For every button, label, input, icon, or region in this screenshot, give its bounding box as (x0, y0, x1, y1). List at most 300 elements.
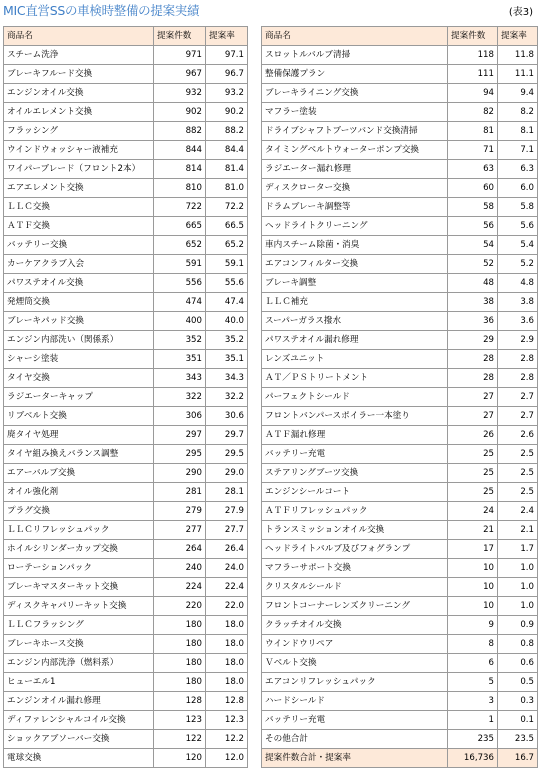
cell-proposal-count: 180 (154, 654, 206, 673)
table-row (4, 312, 248, 331)
table-row (262, 369, 538, 388)
cell-proposal-rate: 4.8 (498, 274, 538, 293)
cell-proposal-rate: 84.4 (206, 141, 248, 160)
cell-product-name: ヒューエル1 (4, 673, 154, 692)
table-row (262, 521, 538, 540)
table-row (4, 749, 248, 768)
table-row (4, 426, 248, 445)
table-row (262, 46, 538, 65)
cell-product-name: エアーバルブ交換 (4, 464, 154, 483)
cell-proposal-rate: 32.2 (206, 388, 248, 407)
cell-proposal-count: 28 (448, 369, 498, 388)
cell-proposal-rate: 2.8 (498, 350, 538, 369)
cell-product-name: ＡＴＦリフレッシュパック (262, 502, 448, 521)
cell-proposal-rate: 0.9 (498, 616, 538, 635)
cell-proposal-rate: 93.2 (206, 84, 248, 103)
cell-product-name: その他合計 (262, 730, 448, 749)
cell-proposal-rate: 24.0 (206, 559, 248, 578)
cell-proposal-count: 722 (154, 198, 206, 217)
cell-proposal-rate: 96.7 (206, 65, 248, 84)
cell-proposal-rate: 12.3 (206, 711, 248, 730)
cell-proposal-count: 24 (448, 502, 498, 521)
table-row (262, 673, 538, 692)
table-row (262, 236, 538, 255)
cell-proposal-rate: 12.2 (206, 730, 248, 749)
table-row (4, 445, 248, 464)
cell-product-name: スチーム洗浄 (4, 46, 154, 65)
cell-product-name: バッテリー充電 (262, 445, 448, 464)
cell-product-name: ブレーキライニング交換 (262, 84, 448, 103)
cell-product-name: ＬＬＣ交換 (4, 198, 154, 217)
cell-proposal-rate: 5.4 (498, 236, 538, 255)
table-row (4, 692, 248, 711)
cell-proposal-count: 9 (448, 616, 498, 635)
cell-product-name: ラジエーター漏れ修理 (262, 160, 448, 179)
cell-product-name: パワステオイル交換 (4, 274, 154, 293)
cell-proposal-rate: 5.2 (498, 255, 538, 274)
table-row (4, 559, 248, 578)
table-row (4, 236, 248, 255)
cell-product-name: 車内スチーム除菌・消臭 (262, 236, 448, 255)
cell-proposal-rate: 2.5 (498, 464, 538, 483)
cell-product-name: シャーシ塗装 (4, 350, 154, 369)
cell-proposal-count: 652 (154, 236, 206, 255)
cell-product-name: ブレーキマスターキット交換 (4, 578, 154, 597)
cell-proposal-rate: 65.2 (206, 236, 248, 255)
cell-product-name: トランスミッションオイル交換 (262, 521, 448, 540)
cell-proposal-count: 52 (448, 255, 498, 274)
table-row (262, 293, 538, 312)
cell-product-name: ブレーキフルード交換 (4, 65, 154, 84)
cell-proposal-count: 224 (154, 578, 206, 597)
header-count: 提案件数 (448, 27, 498, 46)
cell-product-name: ワイパーブレード（フロント2本） (4, 160, 154, 179)
cell-proposal-count: 180 (154, 673, 206, 692)
cell-proposal-count: 71 (448, 141, 498, 160)
cell-proposal-rate: 1.0 (498, 597, 538, 616)
table-row (262, 179, 538, 198)
cell-product-name: オイル強化剤 (4, 483, 154, 502)
cell-proposal-rate: 23.5 (498, 730, 538, 749)
cell-product-name: リブベルト交換 (4, 407, 154, 426)
table-row (262, 84, 538, 103)
cell-proposal-count: 1 (448, 711, 498, 730)
cell-proposal-rate: 72.2 (206, 198, 248, 217)
cell-proposal-count: 814 (154, 160, 206, 179)
table-row (4, 635, 248, 654)
cell-proposal-rate: 7.1 (498, 141, 538, 160)
table-row (4, 711, 248, 730)
table-row (4, 65, 248, 84)
cell-proposal-rate: 2.5 (498, 483, 538, 502)
cell-proposal-count: 306 (154, 407, 206, 426)
table-row (4, 388, 248, 407)
cell-product-name: フラッシング (4, 122, 154, 141)
cell-product-name: ディスクキャパリーキット交換 (4, 597, 154, 616)
cell-proposal-rate: 18.0 (206, 635, 248, 654)
cell-proposal-rate: 2.1 (498, 521, 538, 540)
cell-proposal-count: 295 (154, 445, 206, 464)
cell-product-name: エアエレメント交換 (4, 179, 154, 198)
cell-proposal-count: 6 (448, 654, 498, 673)
cell-proposal-count: 10 (448, 559, 498, 578)
table-row (4, 350, 248, 369)
table-row (262, 388, 538, 407)
header-name: 商品名 (262, 27, 448, 46)
cell-product-name: ディファレンシャルコイル交換 (4, 711, 154, 730)
cell-proposal-rate: 11.1 (498, 65, 538, 84)
cell-proposal-count: 82 (448, 103, 498, 122)
cell-product-name: カーケアクラブ入会 (4, 255, 154, 274)
cell-proposal-rate: 2.4 (498, 502, 538, 521)
table-row (262, 65, 538, 84)
table-row (4, 198, 248, 217)
table-row (262, 198, 538, 217)
cell-proposal-count: 36 (448, 312, 498, 331)
table-row (4, 179, 248, 198)
table-row (4, 540, 248, 559)
cell-proposal-rate: 81.0 (206, 179, 248, 198)
cell-proposal-rate: 5.6 (498, 217, 538, 236)
cell-proposal-rate: 28.1 (206, 483, 248, 502)
cell-product-name: タイヤ交換 (4, 369, 154, 388)
cell-product-name: ドライブシャフトブーツバンド交換清掃 (262, 122, 448, 141)
cell-product-name: ＡＴＦ漏れ修理 (262, 426, 448, 445)
cell-proposal-count: 277 (154, 521, 206, 540)
cell-proposal-count: 122 (154, 730, 206, 749)
cell-proposal-rate: 16.7 (498, 749, 538, 768)
cell-proposal-rate: 88.2 (206, 122, 248, 141)
cell-proposal-rate: 35.2 (206, 331, 248, 350)
cell-proposal-count: 882 (154, 122, 206, 141)
table-row (4, 521, 248, 540)
table-row (4, 217, 248, 236)
cell-product-name: ハードシールド (262, 692, 448, 711)
cell-proposal-rate: 90.2 (206, 103, 248, 122)
table-row (262, 711, 538, 730)
cell-proposal-count: 902 (154, 103, 206, 122)
cell-proposal-count: 21 (448, 521, 498, 540)
table-row (4, 274, 248, 293)
cell-proposal-rate: 66.5 (206, 217, 248, 236)
table-row (262, 616, 538, 635)
header-name: 商品名 (4, 27, 154, 46)
cell-proposal-count: 180 (154, 616, 206, 635)
cell-product-name: ローテーションパック (4, 559, 154, 578)
cell-proposal-rate: 47.4 (206, 293, 248, 312)
cell-proposal-count: 264 (154, 540, 206, 559)
cell-proposal-rate: 8.1 (498, 122, 538, 141)
cell-proposal-rate: 1.7 (498, 540, 538, 559)
cell-product-name: ドラムブレーキ調整等 (262, 198, 448, 217)
cell-proposal-rate: 29.5 (206, 445, 248, 464)
cell-proposal-count: 400 (154, 312, 206, 331)
table-row (262, 274, 538, 293)
table-row (4, 502, 248, 521)
cell-proposal-count: 54 (448, 236, 498, 255)
table-row (262, 597, 538, 616)
cell-proposal-rate: 29.0 (206, 464, 248, 483)
cell-product-name: タイミングベルトウォーターポンプ交換 (262, 141, 448, 160)
table-row (262, 407, 538, 426)
cell-product-name: バッテリー充電 (262, 711, 448, 730)
cell-proposal-rate: 34.3 (206, 369, 248, 388)
cell-proposal-count: 967 (154, 65, 206, 84)
table-row (4, 730, 248, 749)
cell-proposal-count: 343 (154, 369, 206, 388)
cell-proposal-rate: 6.0 (498, 179, 538, 198)
cell-product-name: パワステオイル漏れ修理 (262, 331, 448, 350)
cell-proposal-rate: 0.6 (498, 654, 538, 673)
cell-product-name: プラグ交換 (4, 502, 154, 521)
table-number: (表3) (508, 7, 533, 18)
left-table (3, 26, 248, 768)
cell-proposal-count: 25 (448, 445, 498, 464)
cell-product-name: タイヤ組み換えバランス調整 (4, 445, 154, 464)
cell-proposal-rate: 2.6 (498, 426, 538, 445)
cell-proposal-count: 235 (448, 730, 498, 749)
table-row (262, 559, 538, 578)
cell-proposal-rate: 0.8 (498, 635, 538, 654)
right-table (261, 26, 538, 768)
table-row (4, 103, 248, 122)
cell-proposal-count: 60 (448, 179, 498, 198)
cell-proposal-count: 28 (448, 350, 498, 369)
cell-proposal-rate: 0.3 (498, 692, 538, 711)
cell-proposal-rate: 40.0 (206, 312, 248, 331)
cell-proposal-count: 351 (154, 350, 206, 369)
cell-proposal-count: 17 (448, 540, 498, 559)
cell-product-name: ＬＬＣ補充 (262, 293, 448, 312)
cell-proposal-count: 27 (448, 407, 498, 426)
cell-proposal-count: 123 (154, 711, 206, 730)
cell-proposal-rate: 27.9 (206, 502, 248, 521)
cell-product-name: エンジンシールコート (262, 483, 448, 502)
cell-product-name: フロントコーナーレンズクリーニング (262, 597, 448, 616)
cell-proposal-rate: 22.0 (206, 597, 248, 616)
cell-product-name: ブレーキパッド交換 (4, 312, 154, 331)
cell-proposal-count: 56 (448, 217, 498, 236)
cell-proposal-rate: 29.7 (206, 426, 248, 445)
cell-product-name: 整備保護プラン (262, 65, 448, 84)
cell-proposal-rate: 3.6 (498, 312, 538, 331)
table-row (4, 597, 248, 616)
cell-proposal-count: 94 (448, 84, 498, 103)
table-row (4, 160, 248, 179)
cell-product-name: エンジン内部洗浄（燃料系） (4, 654, 154, 673)
cell-proposal-count: 128 (154, 692, 206, 711)
cell-proposal-rate: 55.6 (206, 274, 248, 293)
table-row (4, 46, 248, 65)
table-row (262, 635, 538, 654)
cell-product-name: ウインドウリペア (262, 635, 448, 654)
table-row (4, 654, 248, 673)
cell-proposal-count: 297 (154, 426, 206, 445)
cell-proposal-count: 26 (448, 426, 498, 445)
cell-product-name: ラジエーターキャップ (4, 388, 154, 407)
table-row (262, 445, 538, 464)
cell-proposal-rate: 0.5 (498, 673, 538, 692)
cell-proposal-count: 118 (448, 46, 498, 65)
table-row (262, 331, 538, 350)
cell-product-name: ウインドウォッシャー液補充 (4, 141, 154, 160)
table-row (4, 483, 248, 502)
cell-product-name: マフラー塗装 (262, 103, 448, 122)
cell-proposal-rate: 97.1 (206, 46, 248, 65)
cell-product-name: エアコンフィルター交換 (262, 255, 448, 274)
cell-proposal-count: 844 (154, 141, 206, 160)
cell-proposal-count: 971 (154, 46, 206, 65)
table-row (262, 217, 538, 236)
table-row (262, 654, 538, 673)
cell-product-name: ショックアブソーバー交換 (4, 730, 154, 749)
cell-product-name: エアコンリフレッシュパック (262, 673, 448, 692)
cell-proposal-rate: 18.0 (206, 673, 248, 692)
cell-proposal-count: 48 (448, 274, 498, 293)
table-row (262, 578, 538, 597)
table-row (4, 141, 248, 160)
cell-product-name: Ｖベルト交換 (262, 654, 448, 673)
cell-proposal-count: 240 (154, 559, 206, 578)
cell-proposal-rate: 2.5 (498, 445, 538, 464)
page-title: MIC直営SSの車検時整備の提案実績 (3, 3, 200, 18)
cell-product-name: ＡＴ／ＰＳトリートメント (262, 369, 448, 388)
table-row (4, 407, 248, 426)
cell-proposal-count: 25 (448, 464, 498, 483)
cell-proposal-rate: 6.3 (498, 160, 538, 179)
cell-product-name: エンジン内部洗い（関係系） (4, 331, 154, 350)
cell-proposal-rate: 18.0 (206, 654, 248, 673)
table-row (262, 122, 538, 141)
cell-proposal-rate: 2.9 (498, 331, 538, 350)
cell-proposal-count: 591 (154, 255, 206, 274)
cell-proposal-rate: 26.4 (206, 540, 248, 559)
table-row (4, 255, 248, 274)
cell-proposal-rate: 2.8 (498, 369, 538, 388)
table-row (262, 312, 538, 331)
cell-product-name: ヘッドライトバルブ及びフォグランプ (262, 540, 448, 559)
cell-proposal-rate: 5.8 (498, 198, 538, 217)
cell-proposal-count: 665 (154, 217, 206, 236)
cell-proposal-count: 10 (448, 578, 498, 597)
table-row (4, 293, 248, 312)
cell-proposal-rate: 9.4 (498, 84, 538, 103)
table-row (262, 160, 538, 179)
cell-product-name: ＬＬＣフラッシング (4, 616, 154, 635)
cell-proposal-rate: 81.4 (206, 160, 248, 179)
cell-proposal-rate: 35.1 (206, 350, 248, 369)
cell-proposal-rate: 18.0 (206, 616, 248, 635)
cell-proposal-count: 63 (448, 160, 498, 179)
cell-proposal-count: 180 (154, 635, 206, 654)
cell-product-name: ホイルシリンダーカップ交換 (4, 540, 154, 559)
table-row (4, 578, 248, 597)
cell-proposal-count: 38 (448, 293, 498, 312)
table-row (4, 84, 248, 103)
cell-proposal-count: 120 (154, 749, 206, 768)
cell-proposal-count: 10 (448, 597, 498, 616)
cell-proposal-rate: 12.0 (206, 749, 248, 768)
cell-proposal-rate: 2.7 (498, 407, 538, 426)
header-row (262, 27, 538, 46)
cell-proposal-rate: 59.1 (206, 255, 248, 274)
header-count: 提案件数 (154, 27, 206, 46)
cell-proposal-rate: 22.4 (206, 578, 248, 597)
table-row (262, 730, 538, 749)
table-row (4, 331, 248, 350)
table-row (262, 255, 538, 274)
cell-product-name: スーパーガラス撥水 (262, 312, 448, 331)
cell-product-name: オイルエレメント交換 (4, 103, 154, 122)
cell-product-name: パーフェクトシールド (262, 388, 448, 407)
cell-product-name: クラッチオイル交換 (262, 616, 448, 635)
cell-product-name: ディスクローター交換 (262, 179, 448, 198)
cell-product-name: ヘッドライトクリーニング (262, 217, 448, 236)
cell-proposal-count: 29 (448, 331, 498, 350)
cell-proposal-count: 27 (448, 388, 498, 407)
cell-proposal-count: 556 (154, 274, 206, 293)
cell-product-name: エンジンオイル漏れ修理 (4, 692, 154, 711)
cell-proposal-rate: 12.8 (206, 692, 248, 711)
table-row (4, 464, 248, 483)
cell-product-name: 電球交換 (4, 749, 154, 768)
table-row (262, 540, 538, 559)
cell-proposal-count: 58 (448, 198, 498, 217)
cell-proposal-count: 810 (154, 179, 206, 198)
cell-product-name: ステアリングブーツ交換 (262, 464, 448, 483)
cell-proposal-count: 25 (448, 483, 498, 502)
cell-product-name: フロントバンパースポイラー一本塗り (262, 407, 448, 426)
table-row (262, 692, 538, 711)
cell-product-name: マフラーサポート交換 (262, 559, 448, 578)
table-row (262, 350, 538, 369)
cell-product-name: スロットルバルブ清掃 (262, 46, 448, 65)
cell-proposal-count: 352 (154, 331, 206, 350)
cell-proposal-count: 932 (154, 84, 206, 103)
table-row (262, 103, 538, 122)
table-row (262, 464, 538, 483)
table-row (262, 749, 538, 768)
table-row (4, 122, 248, 141)
cell-proposal-count: 220 (154, 597, 206, 616)
table-row (262, 141, 538, 160)
header-rate: 提案率 (206, 27, 248, 46)
cell-proposal-rate: 3.8 (498, 293, 538, 312)
table-row (262, 483, 538, 502)
table-row (4, 616, 248, 635)
cell-product-name: ＬＬＣリフレッシュパック (4, 521, 154, 540)
cell-product-name: バッテリー交換 (4, 236, 154, 255)
cell-proposal-rate: 1.0 (498, 578, 538, 597)
header-row (4, 27, 248, 46)
header-rate: 提案率 (498, 27, 538, 46)
cell-product-name: エンジンオイル交換 (4, 84, 154, 103)
cell-proposal-count: 16,736 (448, 749, 498, 768)
cell-proposal-rate: 30.6 (206, 407, 248, 426)
cell-product-name: 廃タイヤ処理 (4, 426, 154, 445)
cell-proposal-count: 474 (154, 293, 206, 312)
cell-proposal-rate: 0.1 (498, 711, 538, 730)
table-row (4, 369, 248, 388)
cell-proposal-count: 5 (448, 673, 498, 692)
table-row (4, 673, 248, 692)
cell-product-name: 提案件数合計・提案率 (262, 749, 448, 768)
cell-product-name: レンズユニット (262, 350, 448, 369)
cell-proposal-rate: 1.0 (498, 559, 538, 578)
cell-product-name: ブレーキホース交換 (4, 635, 154, 654)
cell-proposal-count: 279 (154, 502, 206, 521)
table-row (262, 426, 538, 445)
